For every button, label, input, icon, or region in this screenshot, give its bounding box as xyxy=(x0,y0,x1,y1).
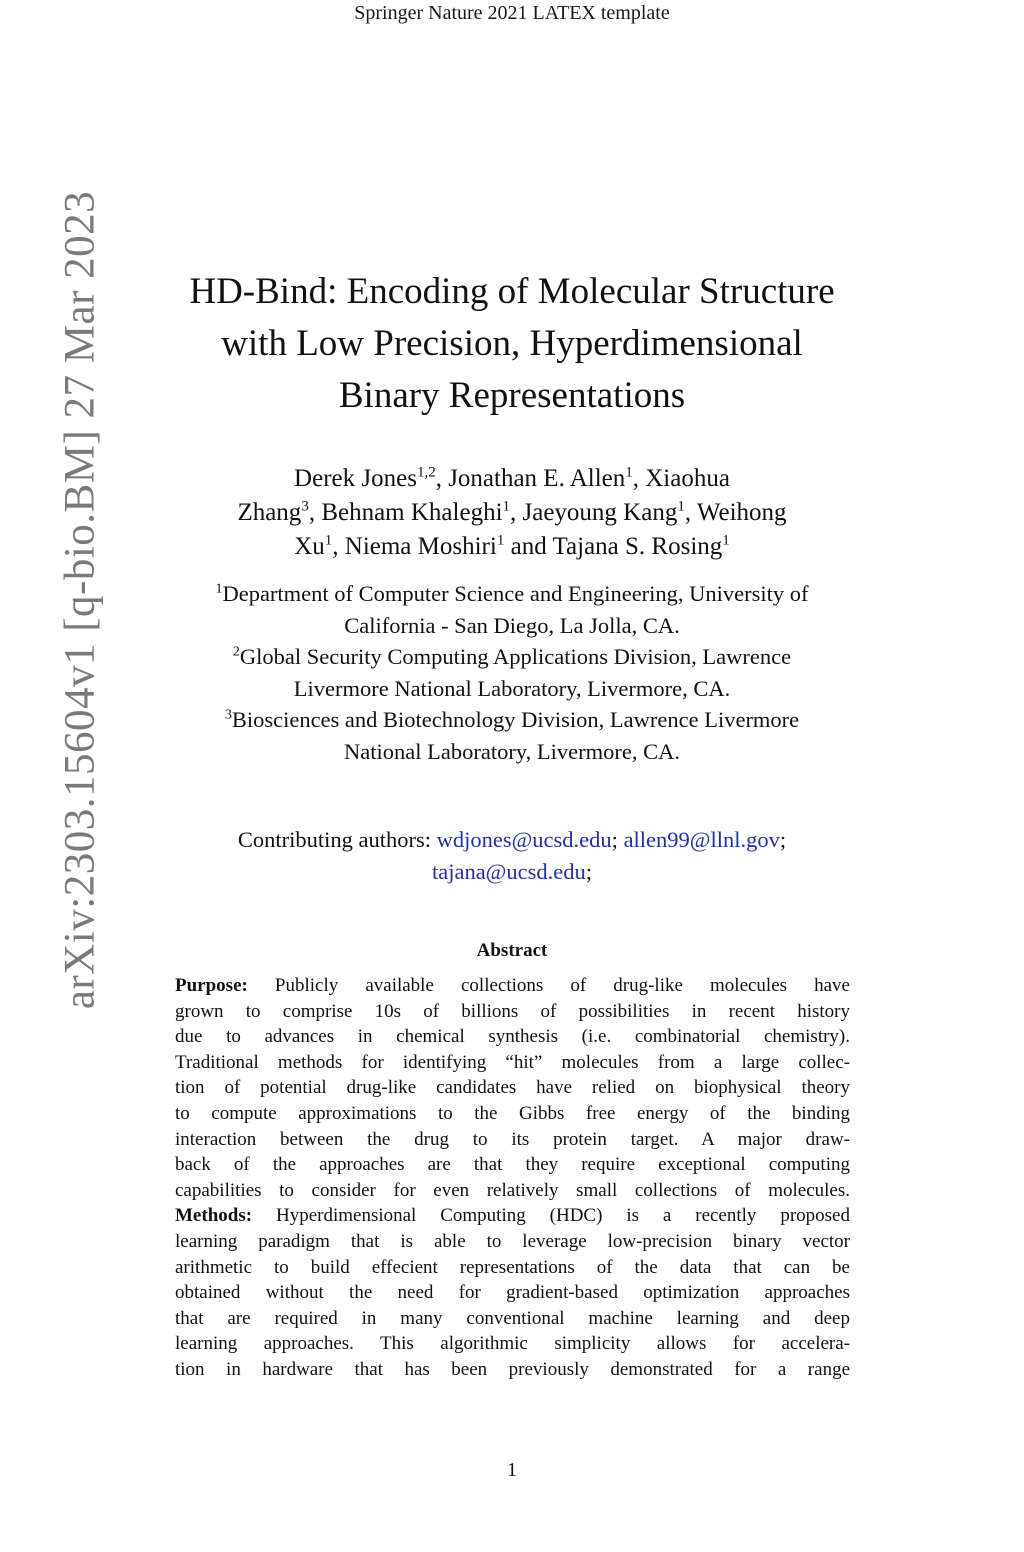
author-name: Xiaohua xyxy=(645,465,730,492)
author-name: Jonathan E. Allen xyxy=(448,465,626,492)
affiliation-number: 3 xyxy=(224,707,232,723)
author-line: Zhang$^3$, Behnam Khaleghi$^1$, Jaeyoung Kang$^1$, Weihong xyxy=(237,498,787,526)
affiliation-line xyxy=(120,641,904,673)
author-name: Jaeyoung Kang xyxy=(522,499,678,526)
author-name: Xu xyxy=(294,533,325,560)
running-header: Springer Nature 2021 LATEX template xyxy=(354,2,670,24)
author-affil-mark: 1 xyxy=(722,532,730,549)
abstract-line: grown to comprise 10s of billions of possibilities in recent history xyxy=(175,1000,850,1022)
author-name: Zhang xyxy=(237,499,302,526)
author-name: Derek Jones xyxy=(294,465,417,492)
abstract-line: Traditional methods for identifying “hit” molecules from a large collec- xyxy=(175,1051,850,1073)
abstract-line: arithmetic to build effecient representations of the data that can be xyxy=(175,1256,850,1278)
title-line: HD-Bind: Encoding of Molecular Structure xyxy=(189,271,835,312)
arxiv-identifier: arXiv:2303.15604v1 [q-bio.BM] 27 Mar 2023 xyxy=(56,190,104,1010)
email-link[interactable]: tajana@ucsd.edu xyxy=(431,859,586,884)
author-list xyxy=(140,462,884,564)
affiliation-line: California - San Diego, La Jolla, CA. xyxy=(344,612,680,638)
author-affil-mark: 3 xyxy=(301,498,309,515)
abstract-line xyxy=(175,973,850,999)
abstract-line: capabilities to consider for even relatively small collections of molecules. xyxy=(175,1179,850,1201)
abstract-line: due to advances in chemical synthesis (i.e. combinatorial chemistry). xyxy=(175,1026,850,1048)
affiliation-number: 1 xyxy=(215,581,223,597)
title-line: Binary Representations xyxy=(338,375,686,416)
author-affil-mark: 1,2 xyxy=(416,464,436,481)
abstract-line: interaction between the drug to its protein target. A major draw- xyxy=(175,1128,850,1150)
affiliation-list xyxy=(120,578,904,767)
author-line: Xu$^1$, Niema Moshiri$^1$ and Tajana S. Rosing$^1$ xyxy=(294,532,730,560)
title-line: with Low Precision, Hyperdimensional xyxy=(221,323,803,364)
abstract-line: tion of potential drug-like candidates have relied on biophysical theory xyxy=(175,1077,850,1099)
contrib-label: Contributing authors: xyxy=(237,827,431,852)
author-name: Niema Moshiri xyxy=(344,533,497,560)
affiliation-line: Livermore National Laboratory, Livermore, CA. xyxy=(293,675,731,701)
affiliation-text: Global Security Computing Applications Division, Lawrence xyxy=(239,644,792,669)
author-name: Weihong xyxy=(696,499,787,526)
contributing-authors xyxy=(120,824,904,888)
author-affil-mark: 1 xyxy=(324,532,333,549)
author-affil-mark: 1 xyxy=(677,498,685,515)
abstract-line: tion in hardware that has been previously demonstrated for a range xyxy=(175,1358,850,1380)
abstract-text: Publicly available collections of drug-like molecules have xyxy=(247,975,850,996)
abstract-line: learning approaches. This algorithmic simplicity allows for accelera- xyxy=(175,1333,850,1355)
methods-label: Methods: xyxy=(175,1205,253,1227)
abstract-line: learning paradigm that is able to leverage low-precision binary vector xyxy=(175,1230,850,1252)
abstract-line: back of the approaches are that they require exceptional computing xyxy=(175,1154,850,1176)
email-link[interactable]: allen99@llnl.gov xyxy=(623,827,780,852)
affiliation-line: National Laboratory, Livermore, CA. xyxy=(344,738,680,764)
purpose-label: Purpose: xyxy=(175,975,248,996)
author-name: Behnam Khaleghi xyxy=(321,499,503,526)
paper-title xyxy=(130,266,894,422)
author-line: Derek Jones$^{1,2}$, Jonathan E. Allen$^1$, Xiaohua xyxy=(294,464,730,492)
abstract-line: to compute approximations to the Gibbs free energy of the binding xyxy=(175,1102,850,1124)
contrib-line: Contributing authors: wdjones@ucsd.edu; allen99@llnl.gov; xyxy=(237,827,787,852)
abstract-heading: Abstract xyxy=(476,940,548,961)
author-conjunction: and xyxy=(510,533,547,560)
abstract-text: Hyperdimensional Computing (HDC) is a recently proposed xyxy=(252,1205,850,1227)
affiliation-text: Biosciences and Biotechnology Division, Lawrence Livermore xyxy=(231,707,800,732)
author-affil-mark: 1 xyxy=(496,532,505,549)
affiliation-text: Department of Computer Science and Engineering, University of xyxy=(222,581,809,606)
abstract-line xyxy=(175,1203,850,1229)
abstract-body xyxy=(175,973,850,1383)
abstract-line: obtained without the need for gradient-based optimization approaches xyxy=(175,1282,850,1304)
page-number: 1 xyxy=(507,1459,517,1481)
affiliation-line xyxy=(120,578,904,610)
author-name: Tajana S. Rosing xyxy=(552,533,723,560)
email-link[interactable]: wdjones@ucsd.edu xyxy=(436,827,612,852)
affiliation-number: 2 xyxy=(232,644,240,660)
abstract-line: that are required in many conventional machine learning and deep xyxy=(175,1307,850,1329)
contrib-line: tajana@ucsd.edu; xyxy=(431,859,593,884)
affiliation-line xyxy=(120,704,904,736)
author-affil-mark: 1 xyxy=(502,498,511,515)
author-affil-mark: 1 xyxy=(625,464,633,481)
